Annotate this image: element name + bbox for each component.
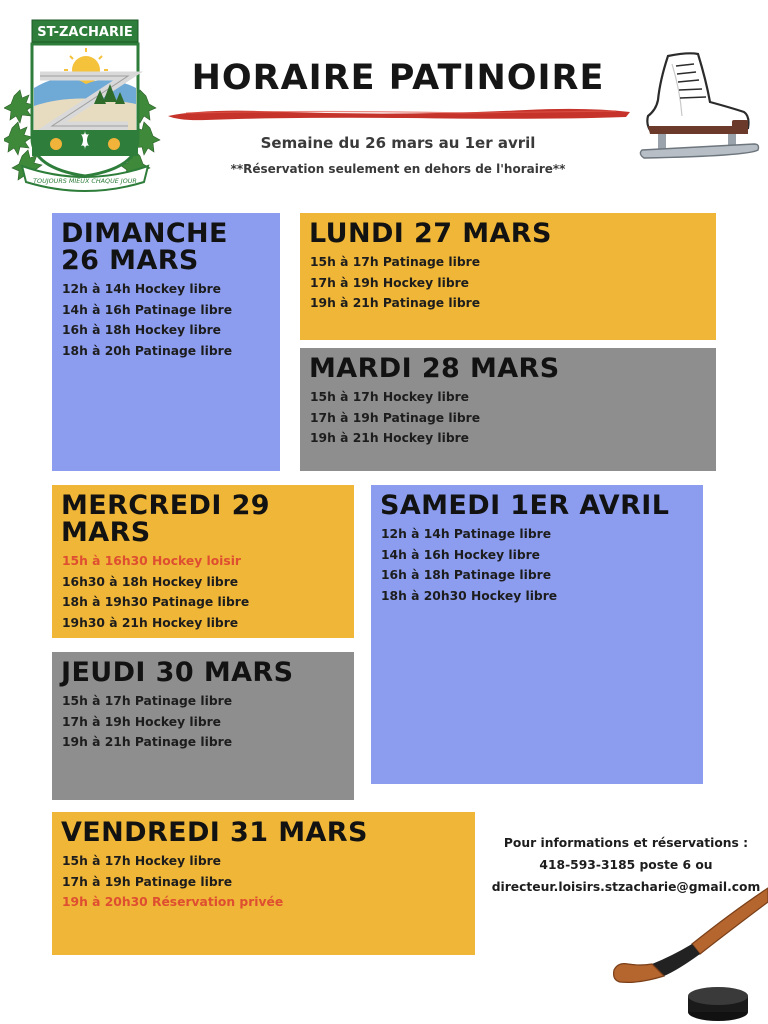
reservation-note: **Réservation seulement en dehors de l'horaire** (230, 162, 566, 176)
page-title: HORAIRE PATINOIRE (191, 58, 605, 98)
title-underline-brushstroke (166, 104, 632, 124)
schedule-row: 18h à 20h30 Hockey libre (381, 588, 558, 603)
day-card-dimanche (52, 213, 280, 471)
schedule-row: 15h à 17h Hockey libre (310, 390, 470, 404)
schedule-row: 17h à 19h Hockey libre (62, 714, 222, 729)
crest-name: ST-ZACHARIE (37, 25, 133, 40)
schedule-row: 14h à 16h Patinage libre (62, 302, 233, 317)
schedule-row: 19h30 à 21h Hockey libre (62, 615, 239, 630)
schedule-row: 15h à 17h Patinage libre (310, 255, 481, 269)
schedule-row: 18h à 19h30 Patinage libre (62, 595, 250, 610)
schedule-row: 12h à 14h Hockey libre (62, 282, 222, 296)
day-card-samedi (371, 485, 703, 784)
schedule-row: 19h à 21h Patinage libre (310, 296, 481, 311)
contact-heading: Pour informations et réservations : (503, 836, 749, 850)
day-title: MARDI 28 MARS (309, 353, 560, 384)
municipal-crest-icon (4, 18, 166, 198)
schedule-row: 14h à 16h Hockey libre (381, 547, 541, 562)
schedule-row: 17h à 19h Patinage libre (310, 410, 481, 425)
schedule-row: 19h à 21h Hockey libre (310, 431, 470, 446)
day-title: JEUDI 30 MARS (61, 657, 294, 688)
day-card-jeudi (52, 652, 354, 800)
day-title: VENDREDI 31 MARS (61, 817, 368, 848)
week-subtitle: Semaine du 26 mars au 1er avril (260, 134, 536, 152)
day-card-vendredi (52, 812, 475, 955)
ice-skate-icon (636, 50, 764, 172)
schedule-row: 17h à 19h Patinage libre (62, 874, 233, 889)
day-title: SAMEDI 1ER AVRIL (380, 490, 670, 521)
schedule-row: 17h à 19h Hockey libre (310, 275, 470, 290)
schedule-row: 12h à 14h Patinage libre (381, 527, 552, 541)
schedule-row: 16h30 à 18h Hockey libre (62, 574, 239, 589)
schedule-row-highlight: 19h à 20h30 Réservation privée (62, 895, 284, 910)
hockey-stick-icon (608, 880, 768, 1024)
schedule-row: 19h à 21h Patinage libre (62, 735, 233, 750)
day-title: DIMANCHE 26 MARS (61, 218, 228, 276)
schedule-row: 16h à 18h Hockey libre (62, 323, 222, 338)
day-card-mardi (300, 348, 716, 471)
day-title: MERCREDI 29 MARS (61, 490, 270, 548)
crest-motto: TOUJOURS MIEUX CHAQUE JOUR (33, 177, 137, 185)
hockey-puck-icon (688, 987, 748, 1021)
schedule-row: 16h à 18h Patinage libre (381, 568, 552, 583)
contact-phone: 418-593-3185 poste 6 ou (539, 858, 713, 872)
day-card-lundi (300, 213, 716, 340)
schedule-row: 15h à 17h Patinage libre (62, 694, 233, 708)
schedule-row-highlight: 15h à 16h30 Hockey loisir (62, 554, 241, 568)
contact-email[interactable]: directeur.loisirs.stzacharie@gmail.com (491, 880, 761, 894)
day-title: LUNDI 27 MARS (309, 218, 552, 249)
schedule-row: 18h à 20h Patinage libre (62, 343, 233, 358)
schedule-row: 15h à 17h Hockey libre (62, 854, 222, 868)
day-card-mercredi (52, 485, 354, 638)
